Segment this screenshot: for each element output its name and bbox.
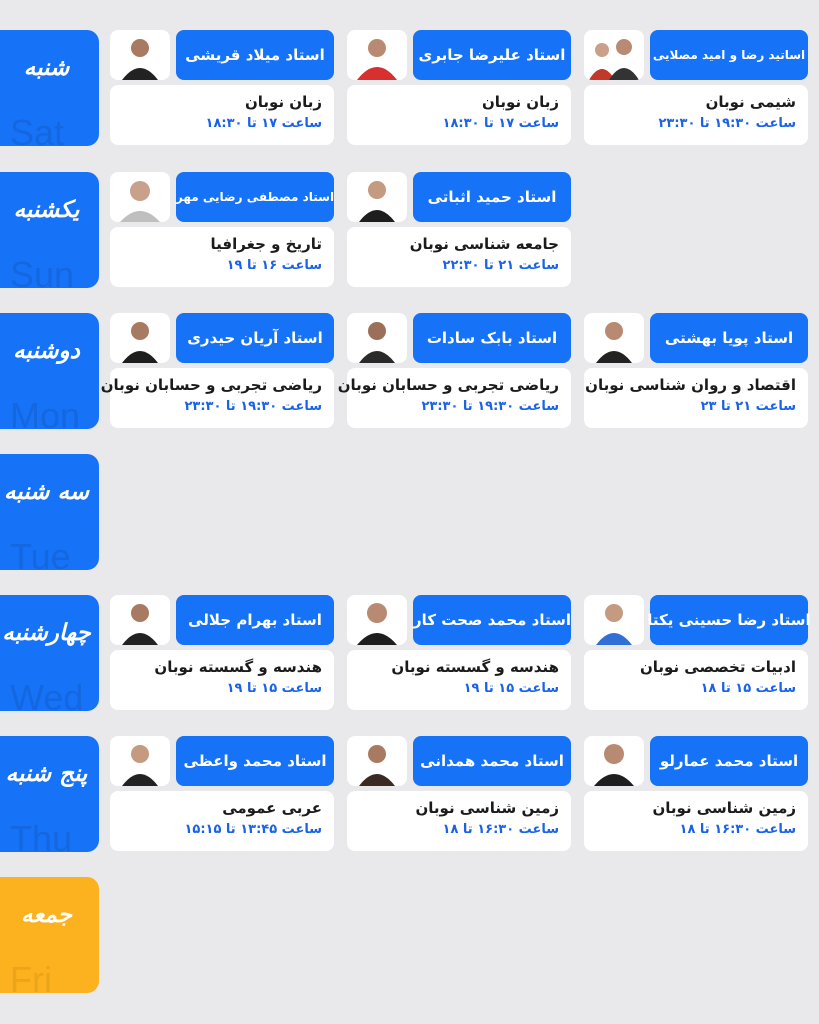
class-card[interactable] (584, 595, 811, 711)
day-tab-wednesday[interactable] (0, 595, 99, 711)
teacher-name: استاد محمد همدانی (413, 736, 571, 786)
class-info (110, 227, 334, 287)
class-time: ساعت ۲۱ تا ۲۳ (700, 399, 796, 414)
class-time: ساعت ۱۵ تا ۱۹ (226, 681, 322, 696)
subject-title: هندسه و گسسته نوبان (154, 658, 322, 676)
teacher-avatar (347, 736, 407, 786)
teacher-avatar (347, 595, 407, 645)
subject-title: عربی عمومی (222, 799, 322, 817)
class-info (584, 85, 808, 145)
teacher-avatar (110, 30, 170, 80)
teacher-name: استاد محمد عمارلو (650, 736, 808, 786)
day-label-en: Wed (10, 677, 84, 711)
subject-title: هندسه و گسسته نوبان (391, 658, 559, 676)
class-card[interactable] (100, 313, 334, 429)
class-info (110, 650, 334, 710)
teacher-avatar (584, 595, 644, 645)
class-info (584, 368, 808, 428)
teacher-avatar (584, 30, 644, 80)
class-time: ساعت ۲۱ تا ۲۲:۳۰ (442, 258, 559, 273)
class-card[interactable] (584, 313, 808, 429)
day-row-tuesday (0, 454, 819, 572)
teacher-name: استاد مصطفی رضایی مهر (176, 172, 334, 222)
class-time: ساعت ۱۷ تا ۱۸:۳۰ (442, 116, 559, 131)
teacher-avatar (584, 736, 644, 786)
class-info (584, 791, 808, 851)
class-info (337, 368, 571, 428)
class-time: ساعت ۱۵ تا ۱۸ (700, 681, 796, 696)
class-card[interactable] (347, 595, 571, 711)
day-tab-sunday[interactable] (0, 172, 99, 288)
subject-title: اقتصاد و روان شناسی نوبان (585, 376, 796, 394)
teacher-avatar (584, 313, 644, 363)
class-time: ساعت ۱۶:۳۰ تا ۱۸ (442, 822, 559, 837)
day-label-en: Mon (10, 395, 81, 429)
class-card[interactable] (584, 30, 808, 146)
subject-title: زبان نوبان (481, 93, 559, 111)
subject-title: ادبیات تخصصی نوبان (639, 658, 796, 676)
day-label-fa: دوشنبه (13, 337, 80, 364)
day-tab-monday[interactable] (0, 313, 99, 429)
day-row-sunday (0, 172, 819, 290)
class-time: ساعت ۱۶ تا ۱۹ (226, 258, 322, 273)
day-tab-tuesday[interactable] (0, 454, 99, 570)
class-time: ساعت ۱۹:۳۰ تا ۲۳:۳۰ (184, 399, 322, 414)
day-label-en: Sat (10, 112, 65, 146)
day-label-en: Sun (10, 254, 75, 288)
day-label-fa: پنج شنبه (5, 760, 88, 787)
day-row-thursday (0, 736, 819, 854)
teacher-avatar (347, 172, 407, 222)
subject-title: زمین شناسی نوبان (652, 799, 796, 817)
subject-title: ریاضی تجربی و حسابان نوبان (337, 376, 559, 394)
class-card[interactable] (337, 313, 571, 429)
teacher-name: استاد میلاد قریشی (176, 30, 334, 80)
day-row-monday (0, 313, 819, 431)
day-label-en: Thu (10, 818, 73, 852)
class-info (100, 368, 334, 428)
class-time: ساعت ۱۹:۳۰ تا ۲۳:۳۰ (658, 116, 796, 131)
class-time: ساعت ۱۹:۳۰ تا ۲۳:۳۰ (421, 399, 559, 414)
class-card[interactable] (110, 172, 334, 288)
class-card[interactable] (347, 736, 571, 852)
day-tab-thursday[interactable] (0, 736, 99, 852)
class-info (110, 85, 334, 145)
day-row-wednesday (0, 595, 819, 713)
day-tab-friday[interactable] (0, 877, 99, 993)
class-info (110, 791, 334, 851)
teacher-avatar (110, 595, 170, 645)
class-card[interactable] (347, 172, 571, 288)
subject-title: زبان نوبان (244, 93, 322, 111)
class-card[interactable] (110, 736, 334, 852)
class-card[interactable] (584, 736, 808, 852)
teacher-name: استاد حمید اثباتی (413, 172, 571, 222)
day-tab-saturday[interactable] (0, 30, 99, 146)
teacher-avatar (110, 172, 170, 222)
class-time: ساعت ۱۷ تا ۱۸:۳۰ (205, 116, 322, 131)
class-time: ساعت ۱۶:۳۰ تا ۱۸ (679, 822, 796, 837)
day-label-en: Tue (10, 536, 71, 570)
subject-title: زمین شناسی نوبان (415, 799, 559, 817)
class-card[interactable] (110, 30, 334, 146)
day-row-friday (0, 877, 819, 995)
teacher-name: استاد علیرضا جابری (413, 30, 571, 80)
teacher-name: استاد بابک سادات (413, 313, 571, 363)
class-info (347, 650, 571, 710)
class-info (347, 85, 571, 145)
teacher-avatar (110, 736, 170, 786)
class-info (347, 227, 571, 287)
day-label-fa: سه شنبه (3, 478, 90, 505)
class-time: ساعت ۱۳:۴۵ تا ۱۵:۱۵ (184, 822, 322, 837)
subject-title: ریاضی تجربی و حسابان نوبان (100, 376, 322, 394)
day-label-en: Fri (10, 959, 52, 993)
day-row-saturday (0, 30, 819, 148)
class-info (584, 650, 808, 710)
teacher-name: استاد محمد واعظی (176, 736, 334, 786)
day-label-fa: چهارشنبه (2, 619, 91, 646)
class-info (347, 791, 571, 851)
teacher-avatar (347, 313, 407, 363)
subject-title: تاریخ و جغرافیا (210, 235, 322, 253)
class-time: ساعت ۱۵ تا ۱۹ (463, 681, 559, 696)
day-label-fa: جمعه (21, 901, 72, 928)
day-label-fa: شنبه (23, 54, 70, 81)
teacher-name: اساتید رضا و امید مصلایی (650, 30, 808, 80)
teacher-avatar (347, 30, 407, 80)
teacher-name: استاد رضا حسینی یکتا (650, 595, 808, 645)
teacher-name: استاد آریان حیدری (176, 313, 334, 363)
teacher-name: استاد بهرام جلالی (176, 595, 334, 645)
class-card[interactable] (347, 30, 571, 146)
teacher-avatar (110, 313, 170, 363)
subject-title: شیمی نوبان (705, 93, 796, 111)
teacher-name: استاد محمد صحت کار (413, 595, 571, 645)
subject-title: جامعه شناسی نوبان (409, 235, 559, 253)
teacher-name: استاد پویا بهشتی (650, 313, 808, 363)
class-card[interactable] (110, 595, 334, 711)
day-label-fa: یکشنبه (13, 196, 80, 223)
